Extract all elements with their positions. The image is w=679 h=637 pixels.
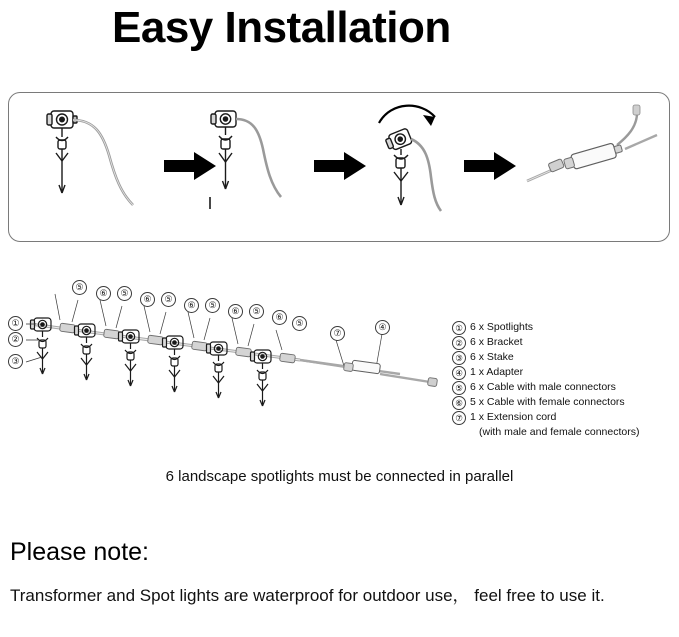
note-heading: Please note: bbox=[10, 538, 149, 566]
legend-item-adapter bbox=[452, 365, 672, 380]
diagram-caption: 6 landscape spotlights must be connected in parallel bbox=[165, 468, 514, 485]
legend-number-3: ③ bbox=[452, 351, 466, 365]
bubble-7: ⑦ bbox=[330, 326, 345, 341]
bubble-4: ④ bbox=[375, 320, 390, 335]
bubble-5-c: ⑤ bbox=[161, 292, 176, 307]
legend-item-extension-cord bbox=[452, 410, 672, 425]
legend-item-stake bbox=[452, 350, 672, 365]
step-3-spotlight-angled-on-stake bbox=[349, 93, 479, 241]
installation-steps-panel bbox=[8, 92, 670, 242]
legend-item-bracket bbox=[452, 335, 672, 350]
step-1-spotlight-with-stake-and-cable bbox=[29, 93, 159, 241]
bubble-5-d: ⑤ bbox=[205, 298, 220, 313]
step-1-illustration bbox=[29, 93, 159, 241]
legend-item-cable-male bbox=[452, 380, 672, 395]
step-3-illustration bbox=[349, 93, 479, 241]
legend-label-1: 6 x Spotlights bbox=[470, 321, 534, 333]
legend-label-2: 6 x Bracket bbox=[470, 336, 523, 348]
step-4-illustration bbox=[521, 93, 663, 241]
bubble-6-d: ⑥ bbox=[228, 304, 243, 319]
legend-label-5: 6 x Cable with male connectors bbox=[470, 381, 616, 393]
arrow-3-icon bbox=[464, 151, 516, 181]
wiring-illustration bbox=[0, 262, 450, 442]
parts-legend bbox=[452, 320, 672, 440]
legend-label-4: 1 x Adapter bbox=[470, 366, 524, 378]
bubble-5-b: ⑤ bbox=[117, 286, 132, 301]
bubble-6-c: ⑥ bbox=[184, 298, 199, 313]
bubble-6-e: ⑥ bbox=[272, 310, 287, 325]
step-4-cable-connected-to-extension-cord bbox=[521, 93, 663, 241]
bubble-5-a: ⑤ bbox=[72, 280, 87, 295]
bubble-5-f: ⑤ bbox=[292, 316, 307, 331]
legend-number-7: ⑦ bbox=[452, 411, 466, 425]
legend-subnote: (with male and female connectors) bbox=[479, 426, 640, 438]
bubble-6-a: ⑥ bbox=[96, 286, 111, 301]
legend-number-5: ⑤ bbox=[452, 381, 466, 395]
arrow-3 bbox=[464, 151, 516, 181]
note-body: Transformer and Spot lights are waterproof for outdoor use， feel free to use it. bbox=[10, 586, 605, 605]
bubble-6-b: ⑥ bbox=[140, 292, 155, 307]
bubble-5-e: ⑤ bbox=[249, 304, 264, 319]
legend-number-2: ② bbox=[452, 336, 466, 350]
legend-item-cable-female bbox=[452, 395, 672, 410]
legend-label-7: 1 x Extension cord bbox=[470, 411, 557, 423]
parallel-wiring-diagram bbox=[0, 262, 450, 442]
legend-item-spotlights bbox=[452, 320, 672, 335]
page-title: Easy Installation bbox=[112, 3, 451, 52]
legend-number-4: ④ bbox=[452, 366, 466, 380]
step-2-spotlight-mounted-on-stake bbox=[197, 93, 317, 241]
legend-label-3: 6 x Stake bbox=[470, 351, 514, 363]
legend-number-1: ① bbox=[452, 321, 466, 335]
bubble-3: ③ bbox=[8, 354, 23, 369]
step-2-illustration bbox=[197, 93, 317, 241]
bubble-1: ① bbox=[8, 316, 23, 331]
legend-number-6: ⑥ bbox=[452, 396, 466, 410]
bubble-2: ② bbox=[8, 332, 23, 347]
legend-label-6: 5 x Cable with female connectors bbox=[470, 396, 625, 408]
